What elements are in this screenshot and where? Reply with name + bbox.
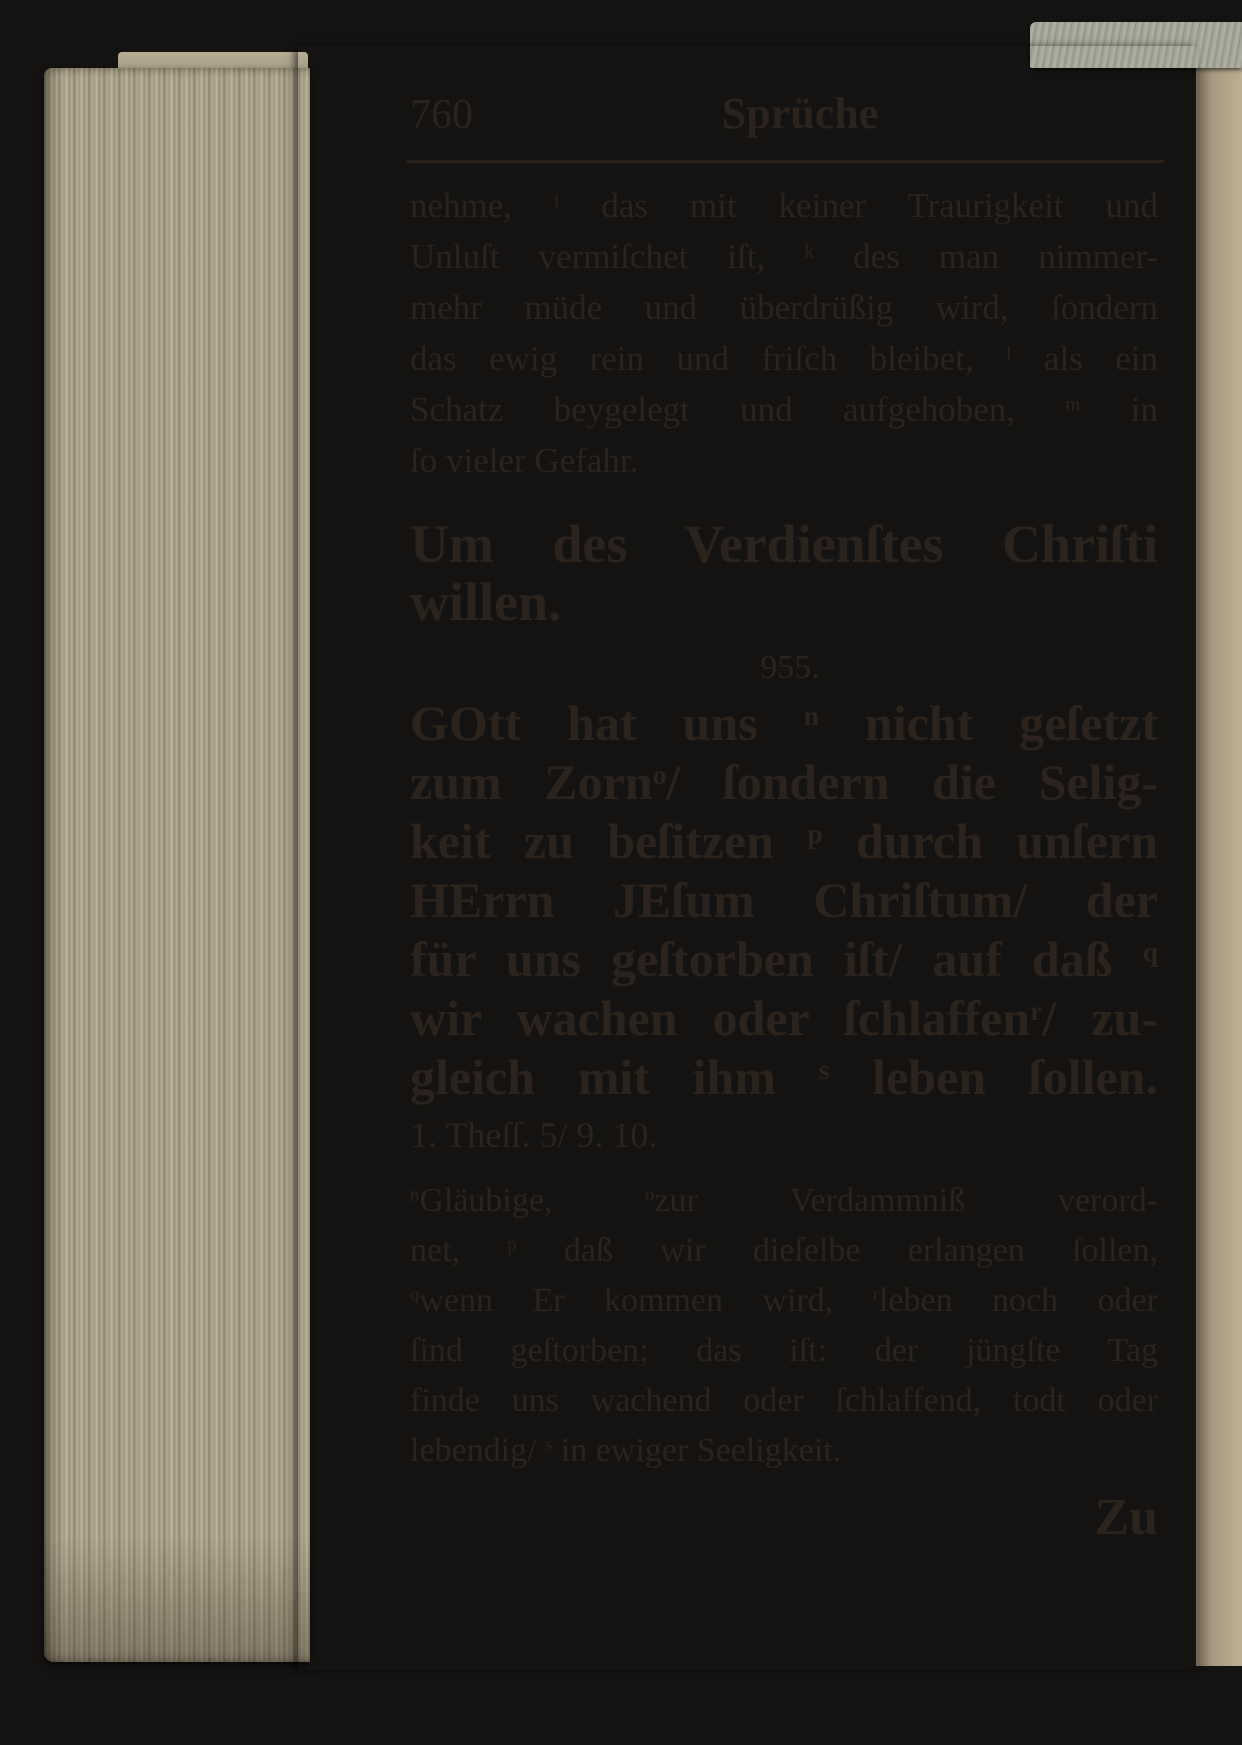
text-line: [410, 1376, 1158, 1426]
line-text: zur Verdammniß verord-: [654, 1182, 1158, 1219]
text-line: [410, 435, 1158, 486]
text-line: [410, 282, 1158, 333]
page-number: 760: [410, 92, 473, 138]
facing-page-edge: [1196, 66, 1242, 1666]
text-line: [410, 1326, 1158, 1376]
line-text: nehme,: [410, 186, 554, 225]
line-text: finde uns wachend oder ſchlaffend, todt oder: [410, 1382, 1158, 1419]
line-text: wenn Er kommen wird,: [419, 1282, 873, 1319]
text-line: [410, 1176, 1158, 1226]
line-text: leben ſollen.: [829, 1049, 1158, 1105]
line-text: zum Zorn: [410, 754, 653, 810]
line-text: GOtt hat uns: [410, 695, 804, 751]
text-line: [410, 231, 1158, 282]
page-stack-edges: [44, 68, 310, 1662]
footnote-marker: r: [1030, 994, 1043, 1026]
line-text: ſo vieler Gefahr.: [410, 441, 639, 480]
footnote-marker: o: [645, 1184, 655, 1206]
line-text: HErrn JEſum Chriſtum/ der: [410, 872, 1158, 928]
line-text: als ein: [1011, 339, 1159, 378]
text-line: [410, 812, 1158, 871]
text-line: [410, 515, 1158, 573]
line-text: mehr müde und überdrüßig wird, ſondern: [410, 288, 1158, 327]
footnote-marker: r: [872, 1284, 879, 1306]
line-text: / zu-: [1042, 990, 1158, 1046]
footnote-marker: s: [818, 1053, 830, 1085]
text-line: [410, 753, 1158, 812]
line-text: Schatz beygelegt und aufgehoben,: [410, 390, 1066, 429]
footnote-marker: p: [507, 1234, 517, 1256]
footnote-marker: k: [804, 241, 814, 263]
footnote-marker: q: [1142, 935, 1158, 967]
text-line: [410, 930, 1158, 989]
verse-text: [410, 694, 1158, 1107]
text-line: [410, 1048, 1158, 1107]
footnote-marker: s: [545, 1434, 553, 1456]
line-text: lebendig/: [410, 1432, 546, 1469]
text-line: [410, 989, 1158, 1048]
verse-number: 955.: [760, 649, 820, 686]
text-line: [410, 333, 1158, 384]
line-text: in ewiger Seeligkeit.: [552, 1432, 842, 1469]
text-line: [410, 180, 1158, 231]
text-line: [410, 1426, 1158, 1476]
footnote-marker: o: [652, 758, 667, 790]
header-rule: [406, 160, 1164, 163]
line-text: das mit keiner Traurigkeit und: [559, 186, 1158, 225]
footnote-marker: p: [807, 817, 823, 849]
line-text: Gläubige,: [419, 1182, 646, 1219]
footnote-marker: l: [1006, 343, 1012, 365]
line-text: für uns geſtorben iſt/ auf daß: [410, 931, 1143, 987]
text-line: [410, 384, 1158, 435]
verse-reference: 1. Theſſ. 5/ 9. 10.: [410, 1115, 658, 1155]
footnote-marker: i: [554, 190, 560, 212]
line-text: / ſondern die Selig-: [666, 754, 1159, 810]
intro-paragraph: [410, 180, 1158, 486]
line-text: daß wir dieſelbe erlangen ſollen,: [516, 1232, 1158, 1269]
line-text: gleich mit ihm: [410, 1049, 819, 1105]
running-title: Sprüche: [721, 89, 879, 138]
line-text: Um des Verdienſtes Chriſti: [410, 514, 1158, 574]
line-text: ſind geſtorben; das iſt: der jüngſte Tag: [410, 1332, 1158, 1369]
line-text: keit zu beſitzen: [410, 813, 808, 869]
footnote-marker: m: [1065, 394, 1081, 416]
footnote-marker: n: [410, 1184, 420, 1206]
line-text: nicht geſetzt: [818, 695, 1158, 751]
line-text: net,: [410, 1232, 508, 1269]
text-line: [410, 694, 1158, 753]
text-line: [410, 1226, 1158, 1276]
text-line: [410, 573, 1158, 631]
line-text: das ewig rein und friſch bleibet,: [410, 339, 1007, 378]
text-line: [410, 871, 1158, 930]
line-text: des man nimmer-: [813, 237, 1159, 276]
line-text: durch unſern: [822, 813, 1158, 869]
line-text: in: [1080, 390, 1158, 429]
footnote-marker: q: [410, 1284, 420, 1306]
catchword: Zu: [1094, 1489, 1158, 1546]
footnotes: [410, 1176, 1158, 1476]
footnote-marker: n: [803, 699, 819, 731]
line-text: willen.: [410, 572, 562, 632]
line-text: Unluſt vermiſchet iſt,: [410, 237, 805, 276]
section-heading: [410, 515, 1158, 631]
line-text: wir wachen oder ſchlaffen: [410, 990, 1031, 1046]
line-text: leben noch oder: [878, 1282, 1158, 1319]
text-line: [410, 1276, 1158, 1326]
